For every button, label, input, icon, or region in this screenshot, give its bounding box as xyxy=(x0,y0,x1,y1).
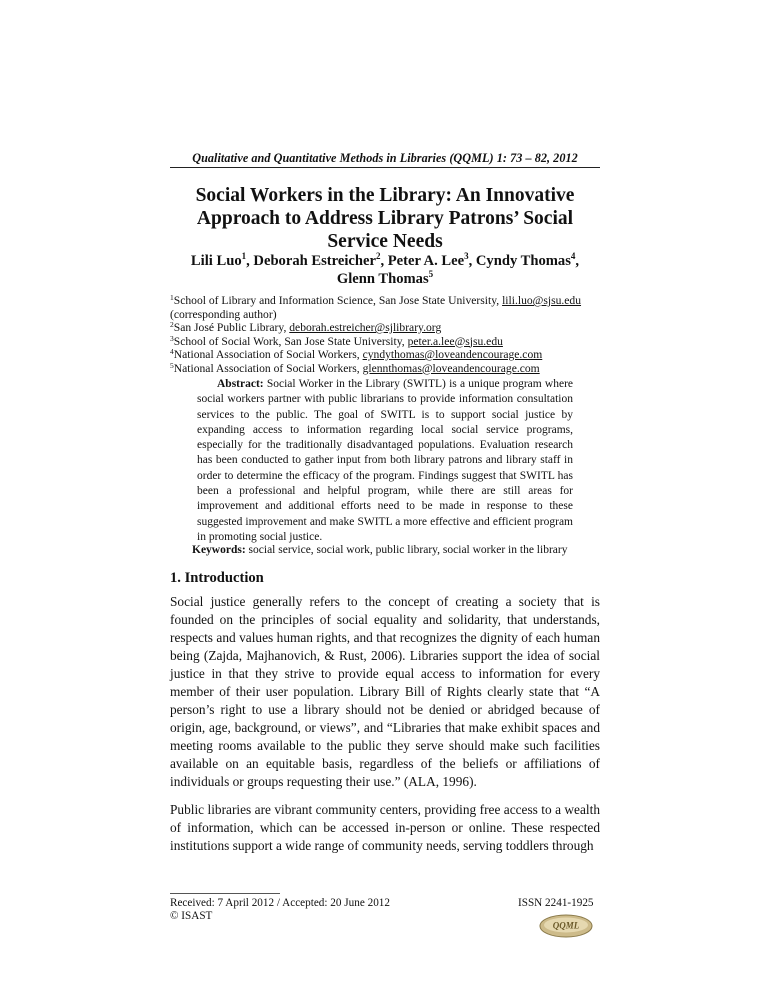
affiliation-marker: 1 xyxy=(170,293,174,302)
footnote-divider xyxy=(170,893,280,894)
footnote-info xyxy=(170,897,390,923)
email-link[interactable]: lili.luo@sjsu.edu xyxy=(502,294,582,307)
author-affiliation-marker: 3 xyxy=(464,251,469,262)
author-affiliation-marker: 1 xyxy=(241,251,247,262)
body-paragraph: Social justice generally refers to the concept of creating a society that is founded on the principles of social equality and solidarity, that understands, respects and values human rights, and that recognizes the dignity of each human being (Zajda, Majhanovich, & Rust, 2006). Libraries support the idea of social justice in that they strive to provide equal access to information for every member of their user population. Library Bill of Rights clearly state that “A person’s right to use a library should not be denied or abridged because of origin, age, background, or views”, and “Libraries that make exhibit spaces and meeting rooms available to the public they serve should make such facilities available on an equitable basis, regardless of the beliefs or affiliations of individuals or groups requesting their use.” (ALA, 1996). xyxy=(170,594,600,789)
paper-title: Social Workers in the Library: An Innovative Approach to Address Library Patrons’ Social Service Needs xyxy=(195,185,575,252)
affiliation-line xyxy=(170,335,600,349)
abstract-text: Social Worker in the Library (SWITL) is a unique program where social workers partner with public librarians to provide information consultation services to the public. The goal of SWITL is to support social justice by expanding access to information regarding local social service programs, especially for the traditionally disadvantaged populations. Evaluation research has been conducted to gather input from both library patrons and library staff in order to determine the efficacy of the program. Findings suggest that SWITL has been a professional and helpful program, while there are still areas for improvement and additional efforts need to be made in response to these suggested improvement and make SWITL a more effective and efficient program in promoting social justice. xyxy=(197,378,574,543)
affiliation-marker: 4 xyxy=(170,347,174,356)
affiliation-text: National Association of Social Workers, xyxy=(173,348,363,361)
affiliation-text: School of Social Work, San Jose State University, xyxy=(173,334,408,348)
affiliation-text: (corresponding author) xyxy=(170,307,277,321)
affiliation-line xyxy=(170,294,600,308)
email-link[interactable]: cyndythomas@loveandencourage.com xyxy=(362,348,543,361)
affiliation-text: National Association of Social Workers, xyxy=(173,361,363,375)
abstract-label: Abstract: xyxy=(217,378,264,390)
affiliation-marker: 3 xyxy=(170,333,174,343)
qqml-logo xyxy=(538,914,594,938)
keywords xyxy=(192,544,592,556)
header-divider xyxy=(170,167,600,168)
affiliation-line xyxy=(170,348,600,362)
affiliation-text: School of Library and Information Science, San Jose State University, xyxy=(173,294,503,307)
issn: ISSN 2241-1925 xyxy=(518,897,594,909)
affiliation-marker: 2 xyxy=(170,320,174,329)
email-link[interactable]: glennthomas@loveandencourage.com xyxy=(362,361,540,375)
author-affiliation-marker: 2 xyxy=(375,251,381,262)
copyright: © ISAST xyxy=(170,910,213,922)
journal-header: Qualitative and Quantitative Methods in Libraries (QQML) 1: 73 – 82, 2012 xyxy=(192,151,578,165)
author-name: Peter A. Lee xyxy=(387,253,465,269)
logo-text: QQML xyxy=(552,920,580,931)
author-name: Cyndy Thomas xyxy=(475,253,571,269)
email-link[interactable]: deborah.estreicher@sjlibrary.org xyxy=(289,321,442,334)
author-affiliation-marker: 4 xyxy=(570,251,576,262)
affiliation-text: San José Public Library, xyxy=(173,321,290,334)
affiliation-line xyxy=(170,308,600,322)
author-name: Glenn Thomas xyxy=(336,271,429,287)
affiliation-line xyxy=(170,362,600,376)
body-paragraph: Public libraries are vibrant community centers, providing free access to a wealth of information, which can be accessed in-person or online. These respected institutions support a wide range of community needs, serving toddlers through xyxy=(170,802,600,853)
affiliation-marker: 5 xyxy=(170,360,174,370)
keywords-text: social service, social work, public library, social worker in the library xyxy=(248,544,568,556)
affiliation-line xyxy=(170,321,600,335)
keywords-label: Keywords: xyxy=(192,544,246,556)
email-link[interactable]: peter.a.lee@sjsu.edu xyxy=(407,334,503,348)
author-name: Deborah Estreicher xyxy=(253,253,376,269)
section-heading: 1. Introduction xyxy=(170,570,264,586)
author-affiliation-marker: 5 xyxy=(428,269,434,280)
abstract xyxy=(197,377,573,545)
affiliation-list xyxy=(170,294,600,375)
received-date: Received: 7 April 2012 / Accepted: 20 June 2012 xyxy=(170,897,390,909)
author-list: Lili Luo$^1$, Deborah Estreicher$^2$, Peter A. Lee$^3$, Cyndy Thomas$^4$, Glenn Thomas$^5$ xyxy=(190,251,580,287)
author-name: Lili Luo xyxy=(190,253,242,269)
